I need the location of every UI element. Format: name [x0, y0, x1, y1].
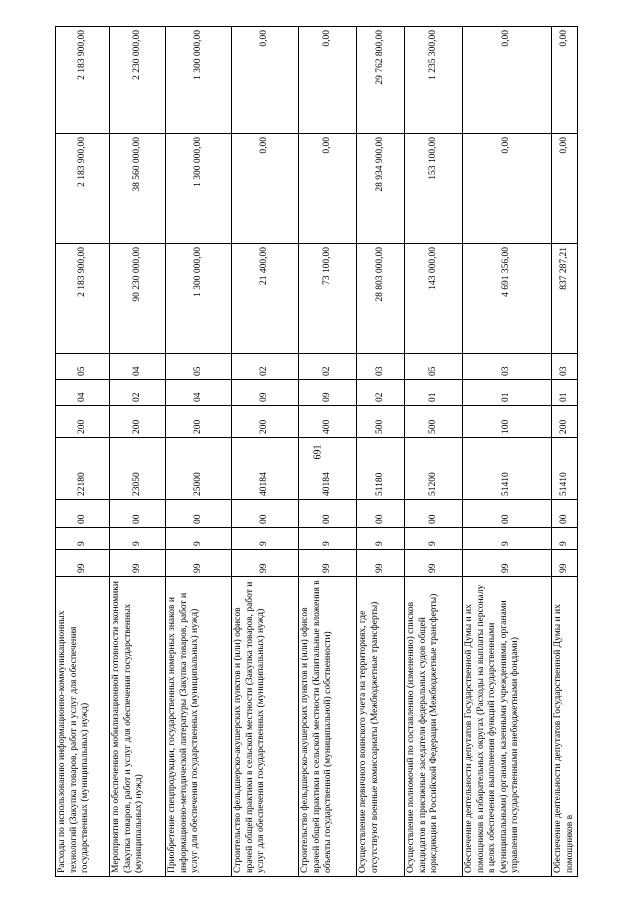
code-expense-type-cell: 100 — [463, 406, 552, 438]
table-row — [110, 27, 166, 877]
code-group-cell: 00 — [552, 500, 578, 528]
amount-year2-cell: 0,00 — [232, 134, 299, 244]
code-group-cell: 00 — [405, 500, 463, 528]
amount-year1-cell: 2 183 900,00 — [56, 244, 110, 354]
code-section-cell: 04 — [166, 380, 232, 406]
amount-year2-cell: 0,00 — [552, 134, 578, 244]
code-group-cell: 00 — [166, 500, 232, 528]
code-subsection-cell: 03 — [357, 354, 405, 380]
code-expense-type-cell: 200 — [552, 406, 578, 438]
amount-year2-cell: 0,00 — [463, 134, 552, 244]
code-section-cell: 01 — [405, 380, 463, 406]
code-program-cell: 99 — [232, 550, 299, 577]
code-section-cell: 09 — [232, 380, 299, 406]
code-subprogram-cell: 9 — [166, 528, 232, 550]
table-row — [299, 27, 357, 877]
code-subsection-cell: 05 — [166, 354, 232, 380]
code-subprogram-cell: 9 — [463, 528, 552, 550]
code-subsection-cell: 05 — [56, 354, 110, 380]
code-section-cell: 01 — [463, 380, 552, 406]
code-program-cell: 99 — [166, 550, 232, 577]
code-subprogram-cell: 9 — [56, 528, 110, 550]
amount-year3-cell: 0,00 — [232, 27, 299, 134]
code-item-cell: 51180 — [357, 438, 405, 500]
code-section-cell: 01 — [552, 380, 578, 406]
amount-year1-cell: 21 400,00 — [232, 244, 299, 354]
description-cell: Обеспечение деятельности депутатов Государственной Думы и их помощников в избирательных округах (Расходы на выплаты персоналу в целях обеспечения выполнения функций государственными (муниципальными) органами, казенными учреждениями, органами управления государственными внебюджетными фондами) — [463, 577, 552, 877]
description-cell: Обеспечение деятельности депутатов Государственной Думы и их помощников в — [552, 577, 578, 877]
code-subsection-cell: 03 — [463, 354, 552, 380]
code-item-cell: 25000 — [166, 438, 232, 500]
amount-year3-cell: 0,00 — [552, 27, 578, 134]
code-expense-type-cell: 500 — [357, 406, 405, 438]
code-program-cell: 99 — [463, 550, 552, 577]
code-expense-type-cell: 500 — [405, 406, 463, 438]
amount-year3-cell: 2 230 000,00 — [110, 27, 166, 134]
code-program-cell: 99 — [299, 550, 357, 577]
amount-year2-cell: 1 300 000,00 — [166, 134, 232, 244]
page-number: 691 — [312, 444, 324, 460]
amount-year3-cell: 0,00 — [299, 27, 357, 134]
code-subsection-cell: 02 — [232, 354, 299, 380]
table-row — [166, 27, 232, 877]
code-subprogram-cell: 9 — [232, 528, 299, 550]
code-section-cell: 04 — [56, 380, 110, 406]
code-expense-type-cell: 200 — [56, 406, 110, 438]
code-group-cell: 00 — [357, 500, 405, 528]
table-row — [552, 27, 578, 877]
table-row — [405, 27, 463, 877]
code-expense-type-cell: 400 — [299, 406, 357, 438]
description-cell: Расходы по использованию информационно-коммуникационных технологий (Закупка товаров, работ и услуг для обеспечения государственных (муниципальных) нужд) — [56, 577, 110, 877]
code-group-cell: 00 — [56, 500, 110, 528]
amount-year3-cell: 2 183 900,00 — [56, 27, 110, 134]
table-row — [463, 27, 552, 877]
code-item-cell: 40184 — [232, 438, 299, 500]
rotated-budget-table — [55, 27, 585, 877]
table-row — [357, 27, 405, 877]
code-item-cell: 23050 — [110, 438, 166, 500]
code-subprogram-cell: 9 — [552, 528, 578, 550]
code-subprogram-cell: 9 — [110, 528, 166, 550]
code-subprogram-cell: 9 — [357, 528, 405, 550]
description-cell: Осуществление первичного воинского учета на территориях, где отсутствуют военные комиссариаты (Межбюджетные трансферты) — [357, 577, 405, 877]
amount-year3-cell: 1 300 000,00 — [166, 27, 232, 134]
table-row — [232, 27, 299, 877]
amount-year2-cell: 153 100,00 — [405, 134, 463, 244]
code-subsection-cell: 05 — [405, 354, 463, 380]
code-expense-type-cell: 200 — [232, 406, 299, 438]
code-item-cell: 40184 — [299, 438, 357, 500]
code-subsection-cell: 02 — [299, 354, 357, 380]
description-cell: Строительство фельдшерско-акушерских пунктов и (или) офисов врачей общей практики в сельской местности (Закупка товаров, работ и услуг для обеспечения государственных (муниципальных) нужд) — [232, 577, 299, 877]
description-cell: Приобретение спецпродукции, государственных номерных знаков и информационно-методической литературы (Закупка товаров, работ и услуг для обеспечения государственных (муниципальных) нужд) — [166, 577, 232, 877]
code-item-cell: 51200 — [405, 438, 463, 500]
code-program-cell: 99 — [56, 550, 110, 577]
code-program-cell: 99 — [110, 550, 166, 577]
table-body — [56, 27, 578, 877]
code-expense-type-cell: 200 — [110, 406, 166, 438]
description-cell: Мероприятия по обеспечению мобилизационной готовности экономики (Закупка товаров, работ и услуг для обеспечения государственных (муниципальных) нужд) — [110, 577, 166, 877]
amount-year2-cell: 0,00 — [299, 134, 357, 244]
code-section-cell: 02 — [357, 380, 405, 406]
amount-year2-cell: 2 183 900,00 — [56, 134, 110, 244]
description-cell: Строительство фельдшерско-акушерских пунктов и (или) офисов врачей общей практики в сельской местности (Капитальные вложения в объекты государственной (муниципальной) собственности) — [299, 577, 357, 877]
amount-year1-cell: 73 100,00 — [299, 244, 357, 354]
budget-table — [55, 26, 578, 877]
code-section-cell: 02 — [110, 380, 166, 406]
code-group-cell: 00 — [232, 500, 299, 528]
code-subsection-cell: 04 — [110, 354, 166, 380]
amount-year3-cell: 29 762 800,00 — [357, 27, 405, 134]
code-expense-type-cell: 200 — [166, 406, 232, 438]
code-group-cell: 00 — [463, 500, 552, 528]
amount-year1-cell: 1 300 000,00 — [166, 244, 232, 354]
code-program-cell: 99 — [357, 550, 405, 577]
code-subprogram-cell: 9 — [299, 528, 357, 550]
amount-year3-cell: 0,00 — [463, 27, 552, 134]
amount-year1-cell: 143 000,00 — [405, 244, 463, 354]
code-subprogram-cell: 9 — [405, 528, 463, 550]
code-program-cell: 99 — [405, 550, 463, 577]
description-cell: Осуществление полномочий по составлению (изменению) списков кандидатов в присяжные заседатели федеральных судов общей юрисдикции в Российской Федерации (Межбюджетные трансферты) — [405, 577, 463, 877]
code-group-cell: 00 — [299, 500, 357, 528]
code-subsection-cell: 03 — [552, 354, 578, 380]
amount-year3-cell: 1 235 300,00 — [405, 27, 463, 134]
code-group-cell: 00 — [110, 500, 166, 528]
table-row — [56, 27, 110, 877]
amount-year1-cell: 837 287,21 — [552, 244, 578, 354]
code-item-cell: 51410 — [552, 438, 578, 500]
code-program-cell: 99 — [552, 550, 578, 577]
amount-year2-cell: 38 560 000,00 — [110, 134, 166, 244]
code-section-cell: 09 — [299, 380, 357, 406]
amount-year1-cell: 28 803 000,00 — [357, 244, 405, 354]
amount-year1-cell: 4 691 356,00 — [463, 244, 552, 354]
code-item-cell: 22180 — [56, 438, 110, 500]
code-item-cell: 51410 — [463, 438, 552, 500]
amount-year2-cell: 28 934 900,00 — [357, 134, 405, 244]
amount-year1-cell: 90 230 000,00 — [110, 244, 166, 354]
